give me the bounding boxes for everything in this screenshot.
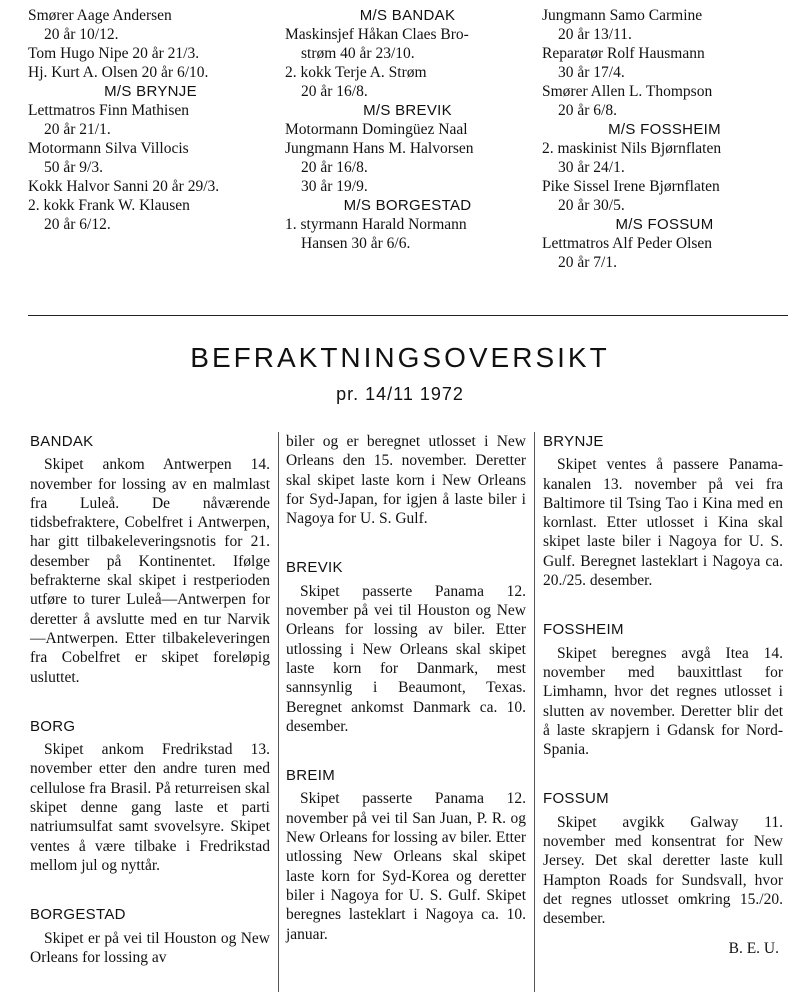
ship-report [286, 558, 526, 736]
ship-header: M/S BRYNJE [104, 83, 197, 100]
entry-name: Jungmann Hans M. Halvorsen [285, 140, 474, 157]
entry-name: 2. maskinist Nils Bjørnflaten [542, 140, 722, 157]
ship-header: M/S BREVIK [363, 102, 452, 119]
entry-name: Motormann Silva Villocis [28, 140, 189, 157]
entry-name: Motormann Domingüez Naal [285, 121, 468, 138]
entry-name: 2. kokk Terje A. Strøm [285, 64, 427, 81]
report-column-3 [543, 432, 783, 958]
ship-header: M/S BORGESTAD [343, 197, 472, 214]
entry-name: Lettmatros Finn Mathisen [28, 102, 190, 119]
ship-report [543, 432, 783, 590]
report-text: biler og er beregnet utlosset i New Orleans den 15. november. Deretter skal skipet laste korn i New Orleans for Syd-Japan, for igjen å laste biler i Nagoya for U. S. Gulf. [286, 433, 526, 528]
ship-report [543, 620, 783, 759]
report-text: Skipet ankom Antwerpen 14. november for lossing av en malmlast fra Luleå. De nåværende tidsbefraktere, Cobelfret i Antwerpen, har gitt tilbakeleveringsnotis for 21. desember på Kontinentet. Ifølge befrakterne skal skipet i restperioden utføre to turer Luleå—Antwerpen for deretter å avslutte med en tur Narvik—Antwerpen. Etter tilbakeleveringen fra Cobelfret er skipet foreløpig usluttet. [30, 456, 270, 686]
entry-name: Smører Aage Andersen [28, 7, 172, 24]
entry-detail: 20 år 10/12. [44, 26, 119, 43]
page-subtitle: pr. 14/11 1972 [336, 384, 464, 404]
ship-report [30, 717, 270, 875]
entry-detail: 30 år 17/4. [558, 64, 625, 81]
entry-name: Reparatør Rolf Hausmann [542, 45, 705, 62]
entry-detail: 20 år 16/8. [301, 159, 368, 176]
entry-detail: 20 år 13/11. [558, 26, 632, 43]
column-rule [278, 432, 279, 992]
column-rule [534, 432, 535, 992]
ship-header: M/S FOSSHEIM [608, 121, 721, 138]
entry-name: Maskinsjef Håkan Claes Bro- [285, 26, 469, 43]
entry-detail: 20 år 6/12. [44, 216, 111, 233]
report-text: Skipet ventes å passere Panama-kanalen 13. november på vei fra Baltimore til Tsing Tao i Kina med en kornlast. Etter utlosset i Kina skal skipet laste biler i Nagoya for U. S. Gulf. Beregnet lasteklart i Nagoya ca. 20./25. desember. [543, 456, 783, 590]
entry-name: Lettmatros Alf Peder Olsen [542, 235, 713, 252]
ship-name: FOSSHEIM [543, 621, 624, 639]
report-text: Skipet passerte Panama 12. november på vei til San Juan, P. R. og New Orleans for lossing av biler. Etter utlossing New Orleans skal skipet laste korn for Syd-Korea og deretter biler i Nagoya for U. S. Gulf. Skipet beregnes lasteklart i Nagoya ca. 10. januar. [286, 790, 526, 943]
entry-detail: 20 år 7/1. [558, 254, 617, 271]
entry-detail: strøm 40 år 23/10. [301, 45, 415, 62]
entry-detail: 20 år 16/8. [301, 83, 368, 100]
report-text: Skipet beregnes avgå Itea 14. november med bauxittlast for Limhamn, hvor det regnes utlosset i slutten av november. Deretter blir det å laste skrapjern i Gdansk for Nord-Spania. [543, 644, 783, 759]
entry-name: Hj. Kurt A. Olsen 20 år 6/10. [28, 64, 209, 81]
page-title: BEFRAKTNINGSOVERSIKT [190, 342, 610, 373]
entry-name: 2. kokk Frank W. Klausen [28, 197, 190, 214]
signature: B. E. U. [728, 939, 779, 957]
ship-report [286, 432, 526, 528]
entry-detail: 30 år 24/1. [558, 159, 625, 176]
ship-name: FOSSUM [543, 790, 609, 808]
entry-name: 1. styrmann Harald Normann [285, 216, 467, 233]
entry-name: Kokk Halvor Sanni 20 år 29/3. [28, 178, 220, 195]
entry-name: Tom Hugo Nipe 20 år 21/3. [28, 45, 200, 62]
report-text: Skipet avgikk Galway 11. november med konsentrat for New Jersey. Det skal deretter laste kull Hampton Roads for Sundsvall, hvor det regnes utlosset omkring 15./20. desember. [543, 813, 783, 928]
crew-column-1 [28, 6, 273, 234]
crew-column-2 [285, 6, 530, 253]
crew-column-3 [542, 6, 787, 272]
entry-detail: Hansen 30 år 6/6. [301, 235, 411, 252]
report-text: Skipet passerte Panama 12. november på vei til Houston og New Orleans for lossing av biler. Etter utlossing i New Orleans skal skipet laste korn for Danmark, mest sannsynlig i Beaumont, Texas. Beregnet ankomst Danmark ca. 10. desember. [286, 582, 526, 735]
entry-name: Pike Sissel Irene Bjørnflaten [542, 178, 720, 195]
ship-name: BREVIK [286, 559, 343, 577]
report-column-2 [286, 432, 526, 944]
report-text: Skipet ankom Fredrikstad 13. november etter den andre turen med cellulose fra Brasil. På returreisen skal skipet denne gang laste et parti natriumsulfat samt svovelsyre. Skipet ventes å være tilbake i Fredrikstad mellom jul og nyttår. [30, 741, 270, 874]
ship-name: BANDAK [30, 433, 94, 450]
ship-header: M/S BANDAK [359, 7, 456, 24]
report-column-1 [30, 432, 270, 967]
ship-report [543, 789, 783, 928]
entry-detail: 20 år 21/1. [44, 121, 111, 138]
entry-detail: 30 år 19/9. [301, 178, 368, 195]
entry-name: Jungmann Samo Carmine [542, 7, 703, 24]
ship-name: BRYNJE [543, 433, 604, 450]
ship-report [30, 905, 270, 967]
ship-name: BREIM [286, 767, 336, 785]
entry-name: Smører Allen L. Thompson [542, 83, 713, 100]
ship-report [286, 766, 526, 944]
ship-name: BORG [30, 717, 76, 735]
section-divider [28, 315, 788, 316]
ship-report [30, 432, 270, 687]
entry-detail: 50 år 9/3. [44, 159, 103, 176]
entry-detail: 20 år 30/5. [558, 197, 625, 214]
report-text: Skipet er på vei til Houston og New Orleans for lossing av [30, 929, 270, 966]
entry-detail: 20 år 6/8. [558, 102, 617, 119]
ship-header: M/S FOSSUM [615, 216, 714, 233]
ship-name: BORGESTAD [30, 906, 126, 924]
